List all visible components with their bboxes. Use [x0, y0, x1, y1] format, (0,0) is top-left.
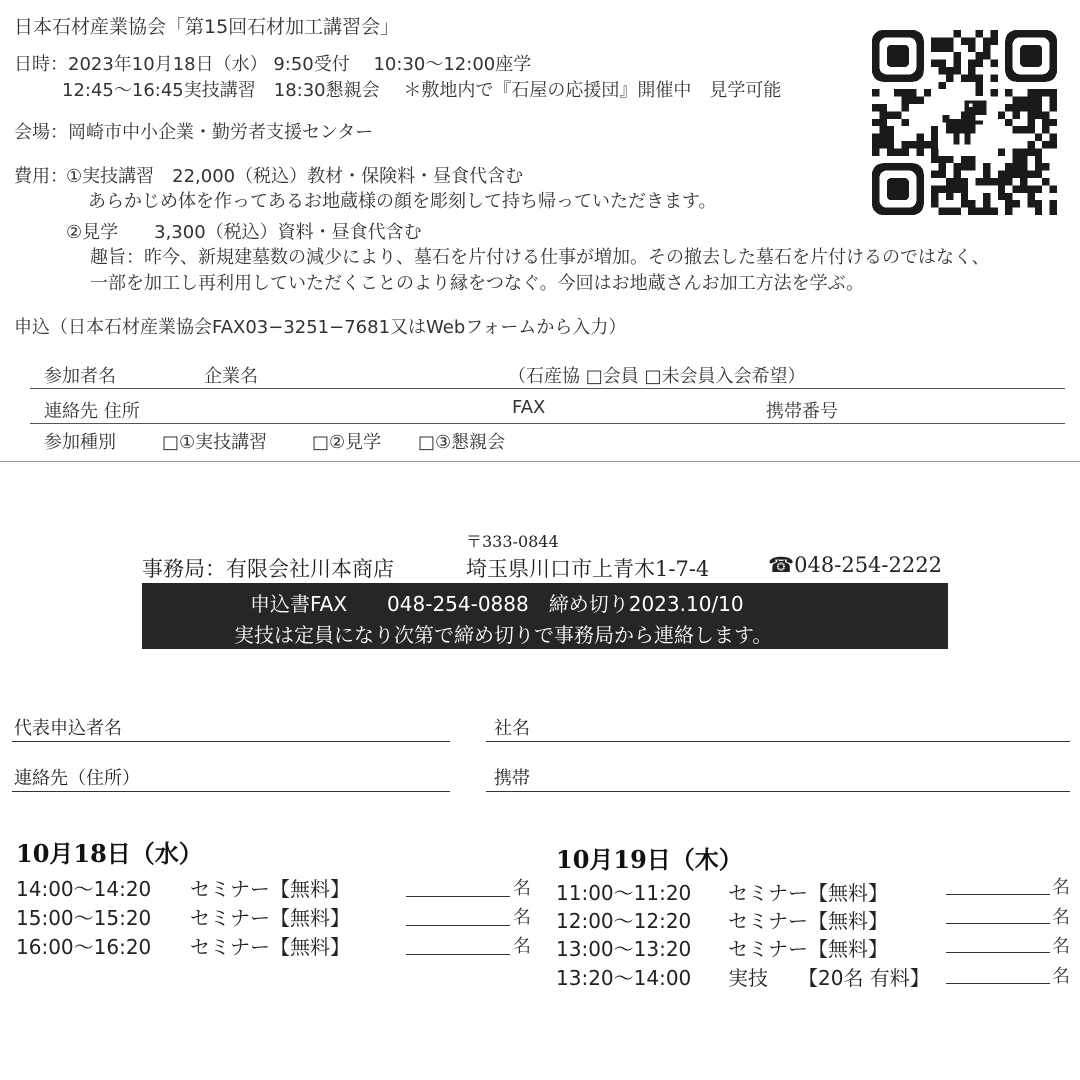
qr-module: [1013, 200, 1020, 207]
qr-module: [1027, 97, 1034, 104]
datetime-line2: 12:45〜16:45実技講習 18:30懇親会 ＊敷地内で『石屋の応援団』開催中 見学可能: [62, 80, 782, 101]
qr-module: [1035, 134, 1042, 141]
day1-slot1-unit: 名: [513, 878, 531, 899]
qr-module: [1005, 171, 1012, 178]
day2-slot1-unit: 名: [1052, 877, 1070, 898]
qr-module: [946, 67, 953, 74]
qr-module: [872, 104, 879, 111]
qr-module: [939, 60, 946, 67]
participation-type-label: 参加種別: [44, 432, 116, 453]
contact-line[interactable]: [12, 791, 450, 792]
qr-module: [879, 134, 886, 141]
qr-module: [1005, 178, 1012, 185]
qr-module: [916, 141, 923, 148]
qr-module: [983, 208, 990, 215]
qr-module: [887, 134, 894, 141]
qr-module: [1020, 185, 1027, 192]
day1-slot2-label: セミナー【無料】: [190, 906, 350, 930]
purpose-line2: 一部を加工し再利用していただくことのより縁をつなぐ。今回はお地蔵さんお加工方法を学ぶ。: [90, 273, 864, 294]
qr-module: [998, 193, 1005, 200]
qr-module: [1050, 104, 1057, 111]
office-name: 事務局：有限会社川本商店: [142, 557, 394, 581]
qr-module: [909, 89, 916, 96]
qr-module: [1027, 89, 1034, 96]
event-title: 日本石材産業協会「第15回石材加工講習会」: [14, 16, 400, 38]
qr-module: [961, 193, 968, 200]
qr-module: [953, 30, 960, 37]
day2-slot3-time: 13:00〜13:20: [556, 937, 692, 961]
qr-module: [1042, 163, 1049, 170]
qr-module: [998, 111, 1005, 118]
qr-module: [887, 111, 894, 118]
qr-module: [902, 141, 909, 148]
qr-finder-bl: [872, 163, 924, 215]
qr-module: [931, 126, 938, 133]
qr-module: [990, 89, 997, 96]
qr-module: [902, 119, 909, 126]
qr-module: [1027, 126, 1034, 133]
option-party-checkbox[interactable]: □③懇親会: [418, 432, 506, 453]
qr-module: [879, 104, 886, 111]
qr-code: [872, 30, 1057, 215]
qr-module: [1050, 200, 1057, 207]
day1-slot1-time: 14:00〜14:20: [16, 877, 152, 901]
day1-slot2-blank[interactable]: [406, 925, 510, 926]
qr-module: [931, 185, 938, 192]
qr-module: [939, 37, 946, 44]
qr-module: [953, 67, 960, 74]
day1-slot2-time: 15:00〜15:20: [16, 906, 152, 930]
fee-practical: ①実技講習 22,000（税込）教材・保険料・昼食代含む: [66, 166, 524, 187]
qr-module: [1035, 156, 1042, 163]
qr-module: [1050, 97, 1057, 104]
day2-slot1-label: セミナー【無料】: [728, 881, 888, 905]
qr-module: [1042, 126, 1049, 133]
qr-module: [998, 171, 1005, 178]
qr-module: [1020, 126, 1027, 133]
venue: 会場：岡崎市中小企業・勤労者支援センター: [14, 122, 374, 143]
qr-module: [931, 60, 938, 67]
company-line[interactable]: [486, 741, 1070, 742]
qr-module: [946, 74, 953, 81]
qr-module: [931, 193, 938, 200]
qr-module: [983, 52, 990, 59]
mobile-label: 携帯: [494, 768, 530, 789]
day1-heading: 10月18日（水）: [16, 839, 203, 868]
qr-module: [1020, 148, 1027, 155]
qr-finder-tl: [872, 30, 924, 82]
qr-module: [879, 111, 886, 118]
qr-module: [968, 60, 975, 67]
day2-slot4-label: 実技 【20名 有料】: [728, 966, 930, 990]
qr-module: [931, 171, 938, 178]
option-practical-checkbox[interactable]: □①実技講習: [162, 432, 268, 453]
day1-slot3-blank[interactable]: [406, 954, 510, 955]
qr-module: [990, 208, 997, 215]
day2-slot3-label: セミナー【無料】: [728, 937, 888, 961]
qr-module: [939, 156, 946, 163]
qr-module: [872, 119, 879, 126]
qr-module: [953, 171, 960, 178]
qr-module: [968, 208, 975, 215]
qr-module: [1013, 185, 1020, 192]
qr-module: [924, 89, 931, 96]
qr-module: [983, 200, 990, 207]
day1-slot3-label: セミナー【無料】: [190, 935, 350, 959]
qr-module: [1005, 163, 1012, 170]
qr-module: [1020, 97, 1027, 104]
qr-module: [990, 37, 997, 44]
qr-module: [976, 30, 983, 37]
qr-module: [887, 141, 894, 148]
qr-module: [1035, 163, 1042, 170]
company-label: 社名: [494, 718, 530, 739]
qr-module: [1050, 134, 1057, 141]
contact-label: 連絡先（住所）: [14, 768, 140, 789]
qr-module: [983, 178, 990, 185]
qr-module: [931, 45, 938, 52]
office-phone: ☎048-254-2222: [768, 553, 942, 577]
qr-module: [1013, 171, 1020, 178]
capacity-note: 実技は定員になり次第で締め切りで事務局から連絡します。: [234, 623, 773, 647]
qr-module: [931, 134, 938, 141]
qr-module: [953, 185, 960, 192]
qr-module: [953, 178, 960, 185]
datetime-line1: 日時：2023年10月18日（水） 9:50受付 10:30〜12:00座学: [14, 54, 532, 75]
qr-module: [946, 193, 953, 200]
qr-module: [1035, 171, 1042, 178]
qr-module: [1013, 126, 1020, 133]
qr-module: [879, 126, 886, 133]
qr-module: [976, 52, 983, 59]
qr-module: [939, 163, 946, 170]
qr-module: [1035, 97, 1042, 104]
qr-module: [872, 148, 879, 155]
qr-module: [872, 89, 879, 96]
company-name-label: 企業名: [204, 366, 258, 387]
option-observe-checkbox[interactable]: □②見学: [312, 432, 382, 453]
participant-name-label: 参加者名: [44, 366, 116, 387]
qr-module: [939, 208, 946, 215]
qr-finder-tr: [1005, 30, 1057, 82]
qr-module: [1005, 193, 1012, 200]
qr-module: [1042, 119, 1049, 126]
qr-module: [887, 126, 894, 133]
qr-module: [990, 74, 997, 81]
membership-options: （石産協 □会員 □未会員入会希望）: [508, 366, 806, 387]
purpose-line1: 趣旨：昨今、新規建墓数の減少により、墓石を片付ける仕事が増加。その撤去した墓石を片付けるのではなく、: [90, 247, 990, 268]
qr-module: [998, 178, 1005, 185]
qr-module: [1042, 178, 1049, 185]
qr-module: [1020, 156, 1027, 163]
qr-module: [1027, 200, 1034, 207]
dinosaur-icon: [938, 96, 991, 149]
qr-module: [1013, 111, 1020, 118]
qr-module: [1027, 171, 1034, 178]
qr-module: [902, 89, 909, 96]
qr-module: [953, 52, 960, 59]
qr-module: [1050, 185, 1057, 192]
day1-slot3-time: 16:00〜16:20: [16, 935, 152, 959]
day2-slot1-blank[interactable]: [946, 894, 1050, 895]
qr-module: [1013, 97, 1020, 104]
fee-observe: ②見学 3,300（税込）資料・昼食代含む: [66, 222, 422, 243]
qr-module: [961, 185, 968, 192]
qr-module: [909, 97, 916, 104]
qr-module: [1020, 178, 1027, 185]
qr-module: [990, 30, 997, 37]
qr-module: [939, 82, 946, 89]
qr-module: [1035, 148, 1042, 155]
fax-deadline-band: [142, 583, 948, 649]
qr-module: [931, 200, 938, 207]
qr-module: [894, 89, 901, 96]
qr-module: [976, 74, 983, 81]
qr-module: [1013, 156, 1020, 163]
qr-module: [1005, 104, 1012, 111]
day2-slot2-time: 12:00〜12:20: [556, 909, 692, 933]
qr-module: [902, 97, 909, 104]
qr-module: [1005, 200, 1012, 207]
day1-slot3-unit: 名: [513, 936, 531, 957]
qr-module: [939, 67, 946, 74]
qr-module: [887, 148, 894, 155]
qr-module: [976, 60, 983, 67]
representative-name-label: 代表申込者名: [14, 718, 122, 739]
qr-module: [983, 37, 990, 44]
qr-module: [953, 60, 960, 67]
qr-module: [1042, 141, 1049, 148]
qr-module: [1050, 89, 1057, 96]
day2-slot1-time: 11:00〜11:20: [556, 881, 692, 905]
qr-module: [946, 37, 953, 44]
qr-module: [879, 141, 886, 148]
qr-module: [1027, 119, 1034, 126]
qr-module: [990, 60, 997, 67]
qr-module: [879, 119, 886, 126]
qr-module: [1013, 148, 1020, 155]
mobile-line[interactable]: [486, 791, 1070, 792]
day1-slot1-label: セミナー【無料】: [190, 877, 350, 901]
day2-slot2-label: セミナー【無料】: [728, 909, 888, 933]
qr-module: [1020, 171, 1027, 178]
qr-module: [953, 163, 960, 170]
fee-practical-desc: あらかじめ体を作ってあるお地蔵様の顔を彫刻して持ち帰っていただきます。: [88, 191, 717, 212]
day2-slot4-time: 13:20〜14:00: [556, 966, 692, 990]
day1-slot1-blank[interactable]: [406, 896, 510, 897]
day2-slot4-blank[interactable]: [946, 983, 1050, 984]
qr-module: [939, 185, 946, 192]
qr-module: [1027, 104, 1034, 111]
qr-module: [968, 45, 975, 52]
qr-module: [1005, 89, 1012, 96]
qr-module: [1027, 193, 1034, 200]
qr-module: [946, 156, 953, 163]
qr-module: [1035, 111, 1042, 118]
qr-module: [902, 104, 909, 111]
qr-module: [939, 45, 946, 52]
qr-module: [1027, 185, 1034, 192]
day1-slot2-unit: 名: [513, 907, 531, 928]
qr-module: [961, 156, 968, 163]
qr-module: [931, 37, 938, 44]
qr-module: [961, 200, 968, 207]
office-address: 埼玉県川口市上青木1-7-4: [466, 557, 710, 581]
qr-module: [968, 67, 975, 74]
qr-module: [1035, 208, 1042, 215]
section-divider: [0, 461, 1080, 462]
qr-module: [894, 148, 901, 155]
fee-label: 費用：: [14, 166, 68, 187]
qr-module: [1027, 141, 1034, 148]
qr-module: [1013, 163, 1020, 170]
qr-module: [931, 156, 938, 163]
qr-module: [939, 171, 946, 178]
day2-slot4-unit: 名: [1052, 966, 1070, 987]
form-line-1: [30, 388, 1065, 389]
qr-module: [916, 134, 923, 141]
qr-module: [998, 148, 1005, 155]
qr-module: [1035, 185, 1042, 192]
qr-module: [872, 134, 879, 141]
qr-module: [968, 200, 975, 207]
day2-slot2-unit: 名: [1052, 907, 1070, 928]
qr-module: [1035, 89, 1042, 96]
qr-module: [946, 185, 953, 192]
qr-module: [983, 45, 990, 52]
qr-module: [1005, 208, 1012, 215]
qr-module: [976, 89, 983, 96]
qr-module: [961, 178, 968, 185]
fax-deadline-line: 申込書FAX 048-254-0888 締め切り2023.10/10: [250, 592, 744, 616]
qr-module: [968, 37, 975, 44]
postal-code: 〒333-0844: [466, 532, 559, 551]
qr-module: [894, 111, 901, 118]
day2-slot2-blank[interactable]: [946, 923, 1050, 924]
qr-module: [961, 74, 968, 81]
day2-slot3-unit: 名: [1052, 936, 1070, 957]
day2-slot3-blank[interactable]: [946, 952, 1050, 953]
qr-module: [931, 141, 938, 148]
qr-module: [1035, 104, 1042, 111]
qr-module: [924, 141, 931, 148]
representative-name-line[interactable]: [12, 741, 450, 742]
qr-module: [1013, 104, 1020, 111]
contact-address-label: 連絡先 住所: [44, 401, 140, 422]
qr-module: [968, 156, 975, 163]
qr-module: [1035, 200, 1042, 207]
form-line-2: [30, 423, 1065, 424]
qr-module: [1042, 111, 1049, 118]
qr-module: [931, 148, 938, 155]
qr-module: [1050, 119, 1057, 126]
qr-module: [1042, 89, 1049, 96]
qr-module: [976, 208, 983, 215]
qr-module: [1027, 111, 1034, 118]
fax-label: FAX: [512, 397, 546, 418]
qr-module: [916, 148, 923, 155]
qr-module: [983, 193, 990, 200]
qr-module: [1005, 119, 1012, 126]
qr-module: [976, 82, 983, 89]
qr-module: [946, 208, 953, 215]
qr-module: [872, 141, 879, 148]
qr-module: [1050, 208, 1057, 215]
qr-module: [953, 208, 960, 215]
qr-module: [968, 163, 975, 170]
qr-module: [983, 163, 990, 170]
qr-module: [1020, 163, 1027, 170]
qr-module: [961, 163, 968, 170]
apply-note: 申込（日本石材産業協会FAX03−3251−7681又はWebフォームから入力）: [14, 317, 627, 338]
qr-module: [946, 178, 953, 185]
qr-module: [909, 141, 916, 148]
qr-module: [916, 97, 923, 104]
qr-module: [946, 45, 953, 52]
qr-module: [998, 185, 1005, 192]
mobile-number-label: 携帯番号: [766, 401, 838, 422]
qr-module: [902, 148, 909, 155]
qr-module: [1050, 141, 1057, 148]
qr-module: [983, 171, 990, 178]
qr-module: [976, 178, 983, 185]
qr-module: [1020, 104, 1027, 111]
qr-module: [1027, 148, 1034, 155]
qr-module: [968, 74, 975, 81]
qr-module: [990, 178, 997, 185]
qr-module: [961, 37, 968, 44]
day2-heading: 10月19日（木）: [556, 845, 743, 874]
